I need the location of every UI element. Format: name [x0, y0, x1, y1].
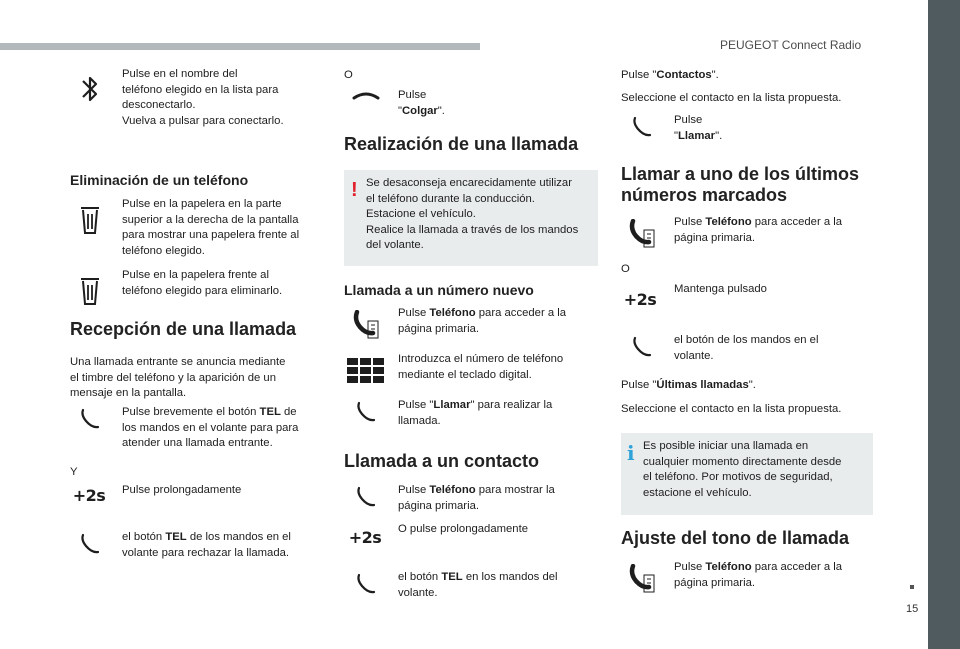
info-box: [621, 433, 873, 515]
trash1-line-4: teléfono elegido.: [122, 244, 205, 257]
heading-recepcion: Recepción de una llamada: [70, 319, 297, 339]
contactos-b: Contactos: [656, 69, 712, 81]
contactos-line: [621, 68, 719, 84]
hold-2s-icon: [344, 528, 386, 568]
trash-icon: [70, 205, 110, 245]
info-line-2: cualquier momento directamente desde: [643, 455, 842, 468]
trash1-line-1: Pulse en la papelera en la parte: [122, 198, 282, 210]
tel3-rest: volante.: [398, 586, 438, 599]
llamar2-b: Llamar: [678, 129, 716, 142]
colgar-c: ".: [437, 104, 445, 117]
recep-line-3: mensaje en la pantalla.: [70, 387, 187, 399]
tel4-rest: página primaria.: [674, 231, 756, 244]
heading-contacto: Llamada a un contacto: [344, 451, 540, 471]
bt-line-2: teléfono elegido en la lista para: [122, 83, 279, 96]
warning-box: [344, 170, 598, 266]
long2-text: O pulse prolongadamente: [398, 523, 529, 535]
tel1-rest: página primaria.: [398, 322, 480, 335]
tel1-a: Pulse: [398, 307, 430, 319]
press-short-rest-2: atender una llamada entrante.: [122, 437, 273, 449]
recep-line-1: Una llamada entrante se anuncia mediante: [70, 356, 286, 368]
y-label: Y: [70, 466, 78, 478]
ultimas-b: Últimas llamadas: [656, 379, 749, 391]
keypad-line-1: Introduzca el número de teléfono: [398, 353, 564, 365]
bt-line-3: desconectarlo.: [122, 99, 196, 111]
wheel-line-1: el botón de los mandos en el: [674, 334, 819, 346]
tel3-b: TEL: [441, 571, 463, 583]
ultimas-c: ".: [748, 379, 756, 391]
bt-line-4: Vuelva a pulsar para conectarlo.: [122, 114, 284, 127]
press-short-b: TEL: [259, 406, 281, 418]
select-1: Seleccione el contacto en la lista propuesta.: [621, 92, 842, 104]
handset-icon: [346, 572, 386, 612]
end-marker: [910, 585, 914, 589]
tel-a: el botón: [122, 531, 166, 543]
long-press-text: Pulse prolongadamente: [122, 484, 242, 496]
heading-numero-nuevo: Llamada a un número nuevo: [344, 282, 534, 298]
heading-eliminacion: Eliminación de un teléfono: [70, 172, 249, 188]
warn-line-4: Realice la llamada a través de los mandos: [366, 223, 579, 236]
tel2-b: Teléfono: [429, 484, 476, 496]
tel4-a: Pulse: [674, 216, 706, 228]
colgar-b: Colgar: [402, 104, 438, 117]
trash1-line-2: superior a la derecha de la pantalla: [122, 213, 299, 226]
tel3-a: el botón: [398, 571, 442, 583]
tel2-c: para mostrar la: [475, 484, 555, 496]
tel4-c: para acceder a la: [751, 216, 843, 228]
select-2: Seleccione el contacto en la lista propuesta.: [621, 403, 842, 415]
tel5-a: Pulse: [674, 561, 706, 573]
llamar-rest: llamada.: [398, 414, 441, 427]
phone-app-icon: [622, 564, 662, 604]
info-icon: i: [627, 441, 635, 465]
keypad-icon: [346, 356, 386, 396]
contactos-c: ".: [711, 69, 719, 81]
side-strip: [928, 0, 960, 649]
tel-rest: volante para rechazar la llamada.: [122, 546, 290, 559]
phone-app-icon: [346, 310, 386, 350]
press-short-a: Pulse brevemente el botón: [122, 406, 260, 418]
warn-line-5: del volante.: [366, 239, 424, 251]
llamar-c: " para realizar la: [470, 399, 553, 411]
heading-ultimos-2: números marcados: [621, 185, 788, 205]
tel5-rest: página primaria.: [674, 576, 756, 589]
warn-line-2: el teléfono durante la conducción.: [366, 192, 535, 205]
info-line-3: el teléfono. Por motivos de seguridad,: [643, 471, 833, 483]
tel3-c: en los mandos del: [462, 571, 558, 583]
llamar-b: Llamar: [433, 399, 471, 411]
top-rule: [0, 43, 480, 50]
keypad-line-2: mediante el teclado digital.: [398, 368, 532, 381]
heading-ultimos: [621, 164, 859, 206]
tel2-a: Pulse: [398, 484, 430, 496]
handset-icon: [622, 115, 662, 155]
colgar-a: Pulse ": [398, 89, 427, 117]
heading-ultimos-1: Llamar a uno de los últimos: [621, 164, 860, 184]
handset-icon: [346, 400, 386, 440]
wheel-line-2: volante.: [674, 349, 714, 362]
llamar2-a: Pulse ": [674, 114, 703, 142]
trash2-line-1: Pulse en la papelera frente al: [122, 269, 269, 281]
handset-icon: [70, 532, 110, 572]
press-short-rest-1: los mandos en el volante para para: [122, 421, 299, 434]
handset-icon: [622, 335, 662, 375]
warn-line-3: Estacione el vehículo.: [366, 208, 476, 220]
bluetooth-icon: [70, 72, 110, 112]
info-line-1: Es posible iniciar una llamada en: [643, 440, 809, 452]
recep-line-2: el timbre del teléfono y la aparición de un: [70, 371, 276, 384]
llamar-a: Pulse ": [398, 399, 434, 411]
header-title: PEUGEOT Connect Radio: [720, 38, 862, 52]
ultimas-a: Pulse ": [621, 379, 657, 391]
contactos-a: Pulse ": [621, 69, 657, 81]
recepcion-paragraph: [70, 355, 320, 402]
heading-tono: Ajuste del tono de llamada: [621, 528, 850, 548]
hold-2s-icon: [68, 486, 110, 526]
handset-icon: [70, 407, 110, 447]
tel2-rest: página primaria.: [398, 499, 480, 512]
hold-2s-label: +2s: [623, 290, 657, 309]
o-label-col3: O: [621, 263, 630, 275]
bt-line-1: Pulse en el nombre del: [122, 68, 238, 80]
handset-icon: [346, 485, 386, 525]
trash1-line-3: para mostrar una papelera frente al: [122, 229, 300, 241]
warn-line-1: Se desaconseja encarecidamente utilizar: [366, 177, 572, 189]
hold-2s-icon: [619, 290, 661, 330]
tel-b: TEL: [165, 531, 187, 543]
hold-2s-label: +2s: [72, 486, 106, 505]
ultimas-line: [621, 378, 756, 394]
tel1-c: para acceder a la: [475, 307, 567, 319]
tel5-c: para acceder a la: [751, 561, 843, 573]
page-number: 15: [906, 603, 919, 615]
press-short-c: de: [280, 406, 297, 418]
hold-2s-label: +2s: [348, 528, 382, 547]
tel-c: de los mandos en el: [186, 531, 291, 543]
heading-realizacion: Realización de una llamada: [344, 134, 579, 154]
tel4-b: Teléfono: [705, 216, 752, 228]
info-line-4: estacione el vehículo.: [643, 486, 752, 499]
tel1-b: Teléfono: [429, 307, 476, 319]
trash2-line-2: teléfono elegido para eliminarlo.: [122, 284, 283, 297]
tel5-b: Teléfono: [705, 561, 752, 573]
hang-up-icon: [346, 88, 386, 128]
llamar2-c: ".: [715, 129, 723, 142]
warning-icon: !: [351, 179, 358, 201]
phone-app-icon: [622, 219, 662, 259]
o-label-col2: O: [344, 69, 353, 81]
trash-icon: [70, 276, 110, 316]
hold-text: Mantenga pulsado: [674, 283, 767, 295]
